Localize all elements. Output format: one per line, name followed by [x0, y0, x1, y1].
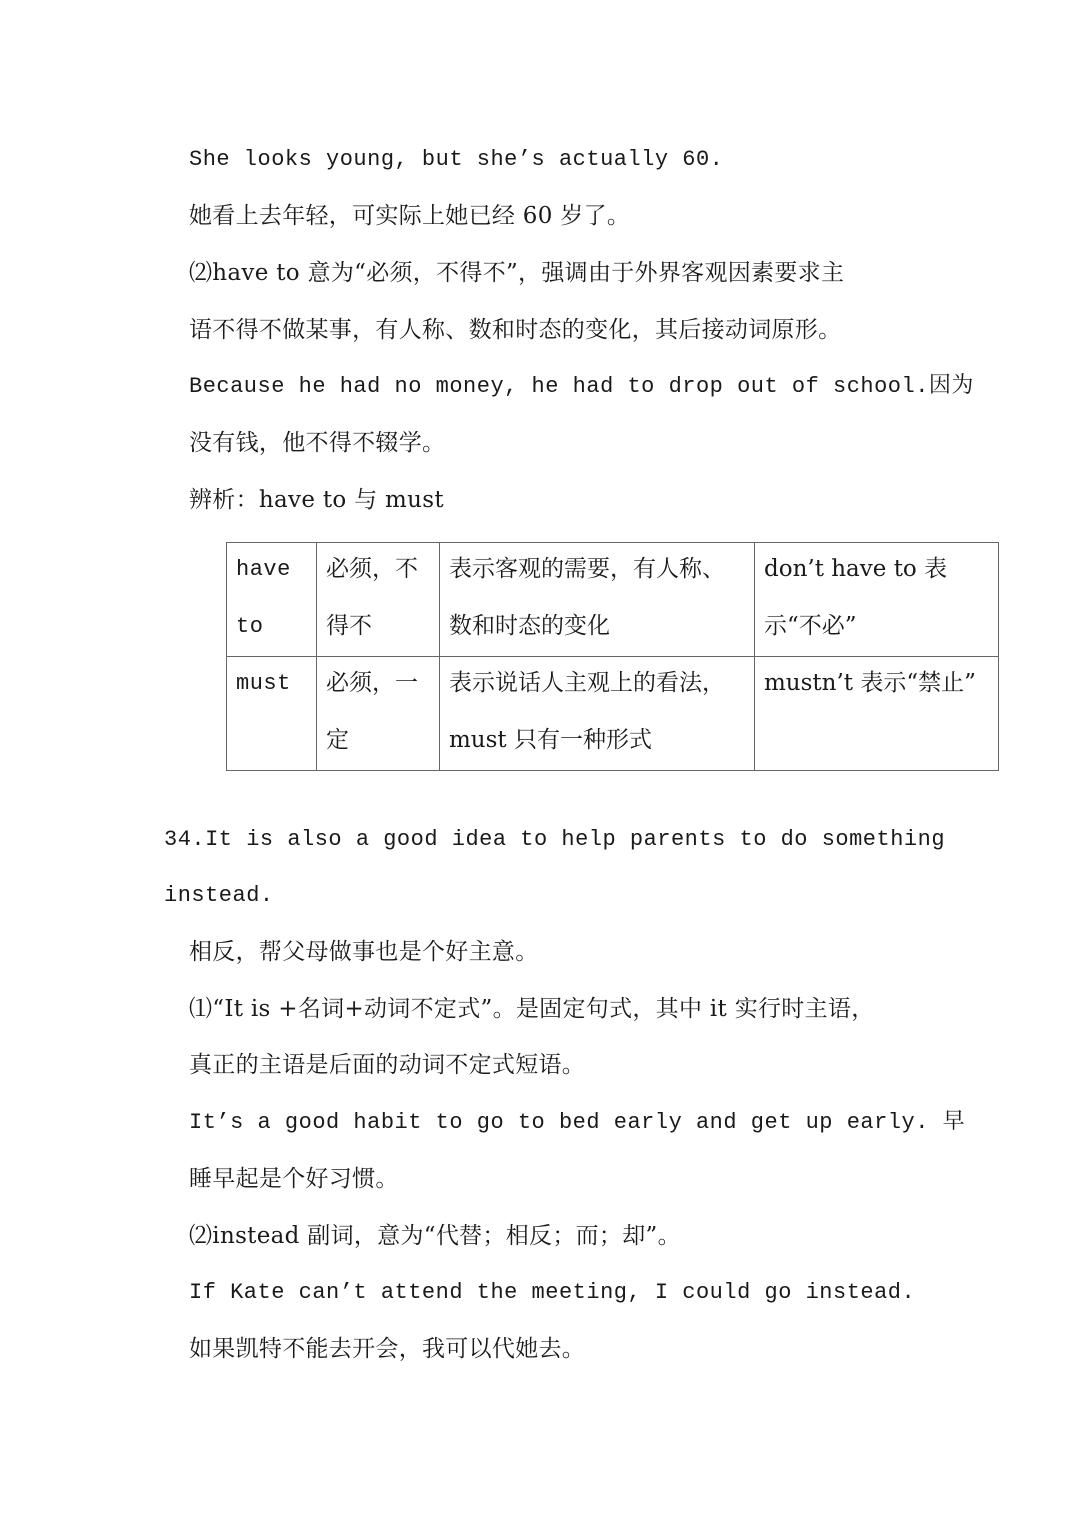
grammar-point-2-line2: 语不得不做某事，有人称、数和时态的变化，其后接动词原形。: [189, 317, 842, 343]
example-sentence-zh: 她看上去年轻，可实际上她已经 60 岁了。: [189, 203, 631, 229]
table-cell-term: have to: [227, 543, 317, 657]
grammar-point-1-line2: 真正的主语是后面的动词不定式短语。: [189, 1052, 586, 1078]
table-cell-term: must: [227, 657, 317, 771]
comparison-heading: 辨析：have to 与 must: [189, 487, 444, 513]
sentence-34-line1: 34.It is also a good idea to help parents to do something: [164, 827, 946, 852]
table-cell-usage: 表示说话人主观上的看法，must 只有一种形式: [440, 657, 755, 771]
sentence-34-translation: 相反，帮父母做事也是个好主意。: [189, 939, 539, 965]
table-cell-usage: 表示客观的需要，有人称、数和时态的变化: [440, 543, 755, 657]
table-cell-meaning: 必须，不得不: [317, 543, 440, 657]
table-cell-negative: mustn’t 表示“禁止”: [755, 657, 999, 771]
table-row: [227, 657, 999, 771]
example-2-line1: Because he had no money, he had to drop out of school.因为: [189, 374, 974, 399]
table-row: [227, 543, 999, 657]
table-cell-meaning: 必须，一定: [317, 657, 440, 771]
example-habit-line1: It’s a good habit to go to bed early and get up early. 早: [189, 1110, 966, 1135]
example-instead-en: If Kate can’t attend the meeting, I could go instead.: [189, 1280, 916, 1305]
example-habit-line2: 睡早起是个好习惯。: [189, 1166, 399, 1192]
comparison-table: [226, 542, 999, 771]
grammar-point-2-instead: ⑵instead 副词，意为“代替；相反；而；却”。: [189, 1223, 681, 1249]
grammar-point-2-line1: ⑵have to 意为“必须，不得不”，强调由于外界客观因素要求主: [189, 260, 845, 286]
example-sentence-en: She looks young, but she’s actually 60.: [189, 147, 724, 172]
sentence-34-line2: instead.: [164, 883, 274, 908]
grammar-point-1-line1: ⑴“It is +名词+动词不定式”。是固定句式，其中 it 实行时主语，: [189, 996, 875, 1022]
table-cell-negative: don’t have to 表示“不必”: [755, 543, 999, 657]
example-2-line2: 没有钱，他不得不辍学。: [189, 430, 446, 456]
example-instead-zh: 如果凯特不能去开会，我可以代她去。: [189, 1336, 586, 1362]
